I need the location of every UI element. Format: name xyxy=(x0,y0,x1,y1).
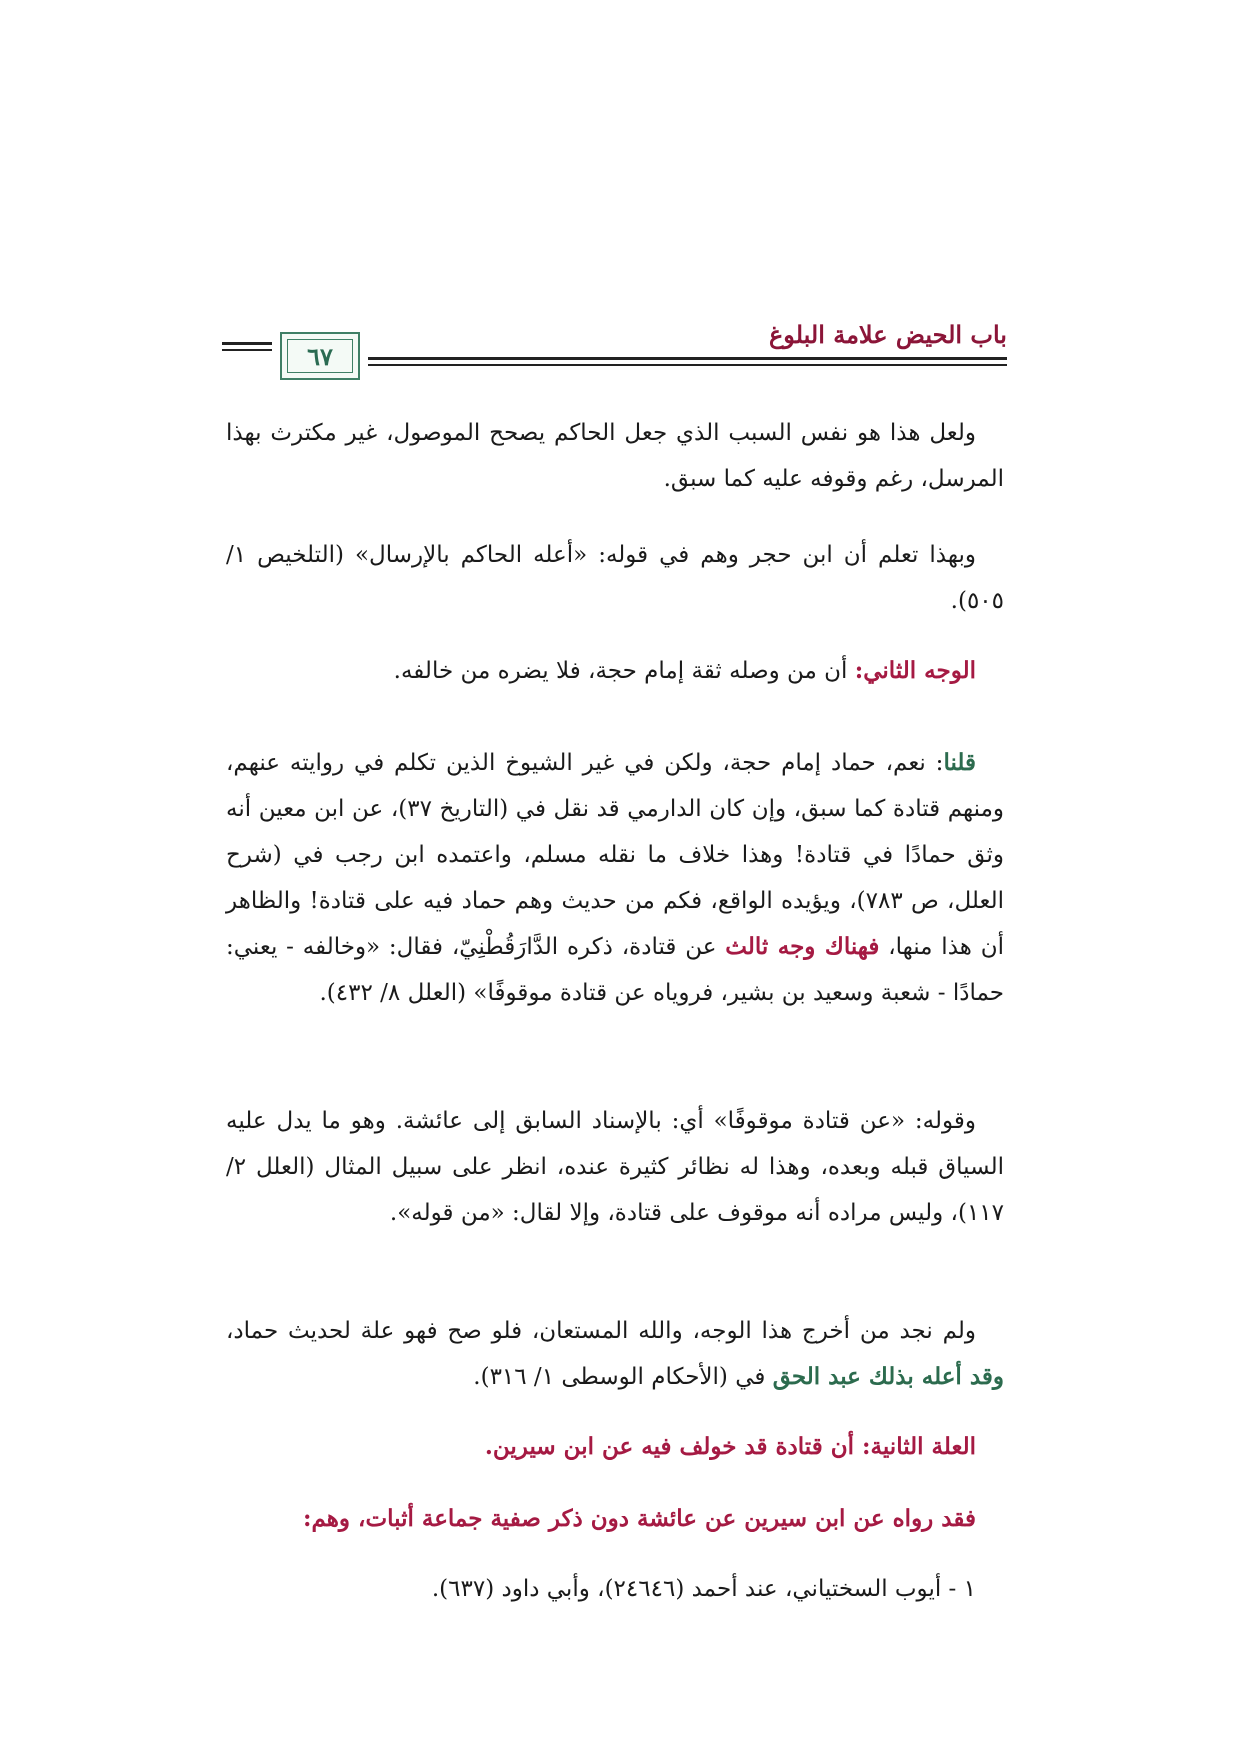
paragraph-6-text-a: ولم نجد من أخرج هذا الوجه، والله المستعان، فلو صح فهو علة لحديث حماد، xyxy=(226,1318,976,1344)
paragraph-2-text: وبهذا تعلم أن ابن حجر وهم في قوله: «أعله الحاكم بالإرسال» (التلخيص ١/ ٥٠٥). xyxy=(226,542,1004,614)
paragraph-5-text: وقوله: «عن قتادة موقوفًا» أي: بالإسناد السابق إلى عائشة. وهو ما يدل عليه السياق قبله وبعده، وهذا له نظائر كثيرة عنده، انظر على سبيل المثال (العلل ٢/ ١١٧)، وليس مراده أنه موقوف على قتادة، وإلا لقال: «من قوله». xyxy=(226,1108,1004,1226)
paragraph-4-text-b: عن قتادة، ذكره الدَّارَقُطْنِيّ، فقال: «وخالفه - يعني: حمادًا - شعبة وسعيد بن بشير، فروياه عن قتادة موقوفًا» (العلل ٨/ ٤٣٢). xyxy=(226,934,1004,1006)
qulna-label: قلنا xyxy=(943,749,976,776)
page-number-badge xyxy=(280,332,360,380)
paragraph-5 xyxy=(226,1098,1004,1236)
narrators-heading: فقد رواه عن ابن سيرين عن عائشة دون ذكر صفية جماعة أثبات، وهم: xyxy=(303,1505,976,1532)
chapter-title: باب الحيض علامة البلوغ xyxy=(768,320,1007,349)
paragraph-2 xyxy=(226,532,1004,624)
paragraph-4-text-a: : نعم، حماد إمام حجة، ولكن في غير الشيوخ الذين تكلم في روايته عنهم، ومنهم قتادة كما سبق، وإن كان الدارمي قد نقل في (التاريخ ٣٧)، عن ابن معين أنه وثق حمادًا في قتادة! وهذا خلاف ما نقله مسلم، واعتمده ابن رجب في (شرح العلل، ص ٧٨٣)، ويؤيده الواقع، فكم من حديث وهم حماد فيه على قتادة! والظاهر أن هذا منها، xyxy=(226,750,1004,960)
page-number: ٦٧ xyxy=(307,341,333,371)
third-aspect-highlight: فهناك وجه ثالث xyxy=(725,933,880,960)
header-rule-right-bottom xyxy=(368,364,1007,366)
paragraph-3 xyxy=(226,648,1004,694)
paragraph-4 xyxy=(226,740,1004,1016)
header-rule-right-top xyxy=(368,357,1007,360)
second-defect-heading: العلة الثانية: أن قتادة قد خولف فيه عن ابن سيرين. xyxy=(484,1433,976,1460)
header-rule-left-top xyxy=(222,342,272,345)
second-aspect-label: الوجه الثاني: xyxy=(854,657,976,684)
abd-al-haqq-highlight: وقد أعله بذلك عبد الحق xyxy=(772,1363,1004,1390)
list-item-1: ١ - أيوب السختياني، عند أحمد (٢٤٦٤٦)، وأبي داود (٦٣٧). xyxy=(431,1576,976,1602)
paragraph-6 xyxy=(226,1308,1004,1400)
header-rule-left-bottom xyxy=(222,349,272,351)
paragraph-1: ولعل هذا هو نفس السبب الذي جعل الحاكم يصحح الموصول، غير مكترث بهذا المرسل، رغم وقوفه عليه كما سبق. xyxy=(226,420,1004,492)
paragraph-6-text-b: في (الأحكام الوسطى ١/ ٣١٦). xyxy=(473,1364,773,1390)
paragraph-3-text: أن من وصله ثقة إمام حجة، فلا يضره من خالفه. xyxy=(393,658,855,684)
page-header xyxy=(222,312,1007,392)
